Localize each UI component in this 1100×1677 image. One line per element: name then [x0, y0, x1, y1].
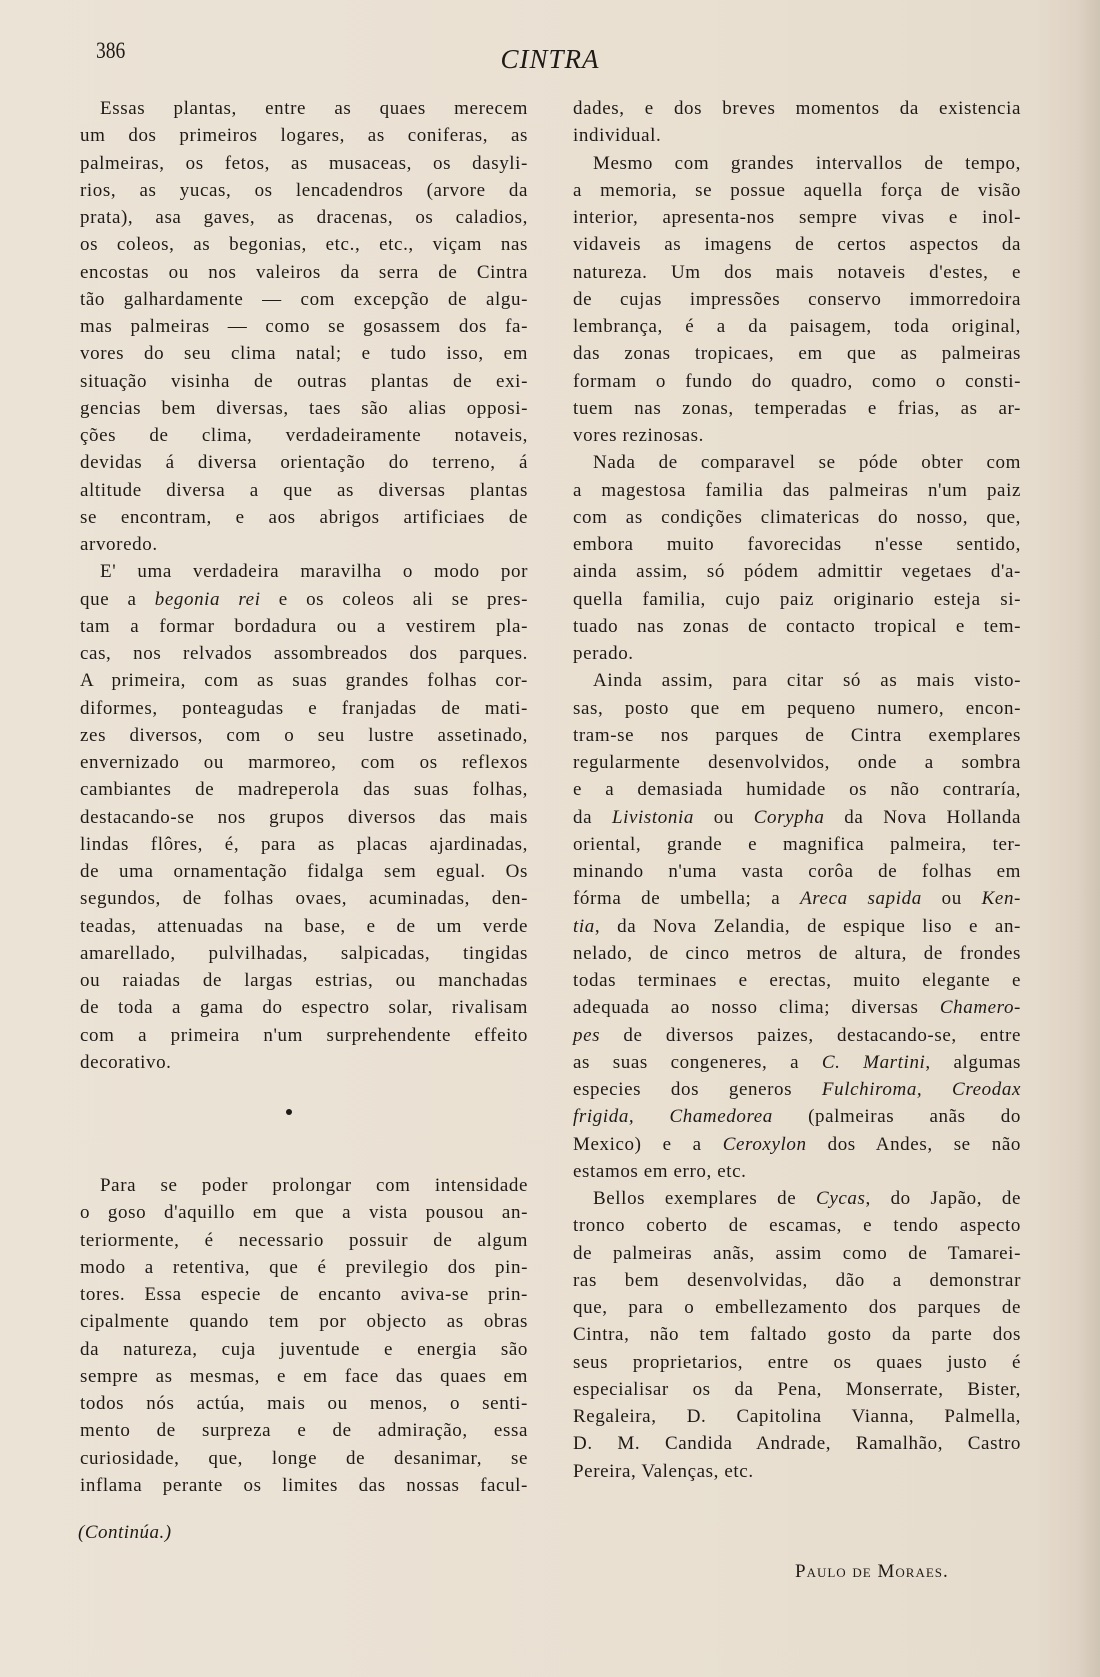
text-line: quella familia, cujo paiz originario esteja si- — [573, 588, 1021, 610]
text-line: tronco coberto de escamas, e tendo aspecto — [573, 1215, 1021, 1237]
text-line: inflama perante os limites das nossas facul- — [80, 1474, 528, 1496]
text-line: especialisar os da Pena, Monserrate, Bister, — [573, 1378, 1021, 1400]
text-line: de cujas impressões conservo immorredoira — [573, 288, 1021, 310]
text-line: D. M. Candida Andrade, Ramalhão, Castro — [573, 1433, 1021, 1455]
text-line: mas palmeiras — como se gosassem dos fa- — [80, 316, 528, 337]
text-line: com as condições climatericas do nosso, que, — [573, 506, 1021, 528]
author-signature: Paulo de Moraes. — [795, 1561, 949, 1582]
text-line: teadas, attenuadas na base, e de um verde — [80, 915, 528, 937]
continuation-note: (Continúa.) — [78, 1522, 172, 1543]
text-line: Nada de comparavel se póde obter com — [593, 452, 1021, 474]
text-line: prata), asa gaves, as dracenas, os caladios, — [80, 207, 528, 228]
text-line: Bellos exemplares de Cycas, do Japão, de — [593, 1188, 1022, 1209]
text-line: especies dos generos Fulchiroma, Creodax — [573, 1079, 1021, 1100]
text-line: diformes, ponteagudas e franjadas de mati- — [80, 697, 528, 719]
text-line: um dos primeiros logares, as coniferas, as — [80, 125, 528, 147]
text-line: tuem nas zonas, temperadas e frias, as ar- — [573, 397, 1021, 419]
text-line: Essas plantas, entre as quaes merecem — [100, 98, 528, 119]
text-line: Pereira, Valenças, etc. — [573, 1460, 754, 1482]
text-line: tão galhardamente — com excepção de algu- — [80, 288, 528, 310]
text-line: de toda a gama do espectro solar, rivalisam — [80, 997, 528, 1019]
text-line: envernizado ou marmoreo, com os reflexos — [80, 752, 528, 773]
text-line: tam a formar bordadura ou a vestirem pla- — [80, 615, 528, 637]
text-line: todas terminaes e erectas, muito elegante e — [573, 970, 1021, 991]
text-line: amarellado, pulvilhadas, salpicadas, tingidas — [80, 942, 528, 964]
text-line: cipalmente quando tem por objecto as obras — [80, 1311, 528, 1333]
text-line: vores rezinosas. — [573, 425, 704, 446]
text-line: tores. Essa especie de encanto aviva-se prin- — [80, 1284, 528, 1305]
text-line: embora muito favorecidas n'esse sentido, — [573, 534, 1021, 555]
text-line: lembrança, é a da paisagem, toda original, — [573, 316, 1021, 337]
text-line: altitude diversa a que as diversas plantas — [80, 479, 528, 501]
text-line: tuado nas zonas de contacto tropical e tem- — [573, 615, 1021, 637]
text-line: A primeira, com as suas grandes folhas cor- — [80, 670, 528, 692]
text-line: a memoria, se possue aquella força de visão — [573, 179, 1021, 201]
right-column — [573, 95, 1021, 1485]
species-name: begonia rei — [154, 588, 261, 610]
text-line: segundos, de folhas ovaes, acuminadas, den- — [80, 888, 528, 910]
text-line: devidas á diversa orientação do terreno, á — [80, 452, 528, 474]
left-column — [80, 95, 528, 1499]
species-name: pes — [573, 1024, 601, 1046]
species-name: tia — [573, 915, 595, 937]
text-line: que a begonia rei e os coleos ali se pres- — [80, 588, 529, 610]
text-line: teriormente, é necessario possuir de algum — [80, 1229, 528, 1251]
species-name: C. Martini — [821, 1051, 926, 1073]
text-line: vidaveis as imagens de certos aspectos da — [573, 234, 1021, 256]
text-line: vores do seu clima natal; e tudo isso, em — [80, 343, 528, 365]
text-line: interior, apresenta-nos sempre vivas e inol- — [573, 207, 1021, 228]
text-line: de uma ornamentação fidalga sem egual. Os — [80, 861, 528, 882]
species-name: Ceroxylon — [722, 1133, 807, 1155]
section-gap — [80, 1076, 528, 1124]
text-line: fórma de umbella; a Areca sapida ou Ken- — [573, 888, 1021, 910]
species-name: frigida, Chamedorea — [573, 1106, 773, 1128]
paragraph-palm-family — [573, 449, 1021, 667]
text-line: formam o fundo do quadro, como o consti- — [573, 370, 1021, 392]
text-line: modo a retentiva, que é previlegio dos pin- — [80, 1256, 528, 1278]
text-line: sas, posto que em pequeno numero, encon- — [573, 697, 1021, 719]
text-line: que, para o embellezamento dos parques de — [573, 1297, 1021, 1318]
text-line: pes de diversos paizes, destacando-se, entre — [573, 1024, 1021, 1046]
text-line: palmeiras, os fetos, as musaceas, os dasyli- — [80, 152, 528, 174]
text-line: frigida, Chamedorea (palmeiras anãs do — [573, 1106, 1021, 1128]
text-line: nelado, de cinco metros de altura, de frondes — [573, 942, 1021, 964]
text-line: sempre as mesmas, e em face das quaes em — [80, 1365, 528, 1387]
text-line: decorativo. — [80, 1051, 172, 1073]
text-line: os coleos, as begonias, etc., etc., viçam nas — [80, 234, 528, 256]
text-line: oriental, grande e magnifica palmeira, ter- — [573, 833, 1021, 855]
text-line: com a primeira n'um surprehendente effeito — [80, 1024, 528, 1046]
text-line: ainda assim, só pódem admittir vegetaes d'a- — [573, 561, 1021, 583]
text-line: Mexico) e a Ceroxylon dos Andes, se não — [573, 1133, 1021, 1155]
text-line: Para se poder prolongar com intensidade — [100, 1175, 528, 1196]
species-name: Fulchiroma, Creodax — [821, 1079, 1021, 1100]
section-separator-dot — [286, 1109, 292, 1115]
text-line: Regaleira, D. Capitolina Vianna, Palmella, — [573, 1406, 1021, 1427]
text-line: curiosidade, que, longe de desanimar, se — [80, 1447, 528, 1469]
text-line: a magestosa familia das palmeiras n'um paiz — [573, 479, 1021, 501]
text-line: perado. — [573, 643, 634, 664]
paragraph-landscape — [573, 150, 1021, 450]
species-name: Livistonia — [611, 806, 694, 828]
paragraph-cycas — [573, 1185, 1021, 1485]
text-line: da Livistonia ou Corypha da Nova Hollanda — [573, 806, 1022, 828]
text-line: e a demasiada humidade os não contraría, — [573, 779, 1021, 801]
text-line: da natureza, cuja juventude e energia são — [80, 1338, 528, 1360]
page-number: 386 — [96, 38, 126, 63]
species-name: Chamero- — [939, 997, 1021, 1019]
text-line: arvoredo. — [80, 534, 158, 555]
text-line: Ainda assim, para citar só as mais visto- — [593, 670, 1021, 692]
text-line: ções de clima, verdadeiramente notaveis, — [80, 425, 528, 446]
species-name: Areca sapida — [800, 888, 922, 910]
text-line: as suas congeneres, a C. Martini, algumas — [573, 1051, 1021, 1073]
text-line: individual. — [573, 125, 662, 147]
paragraph-plants — [80, 95, 528, 558]
species-name: Ken- — [981, 888, 1021, 910]
text-line: zes diversos, com o seu lustre assetinado, — [80, 724, 528, 746]
text-line: ou raiadas de largas estrias, ou manchadas — [80, 970, 528, 991]
text-line: Mesmo com grandes intervallos de tempo, — [593, 152, 1021, 174]
text-line: se encontram, e aos abrigos artificiaes de — [80, 506, 528, 528]
text-line: encostas ou nos valeiros da serra de Cintra — [80, 261, 528, 283]
text-line: ras bem desenvolvidas, dão a demonstrar — [573, 1269, 1021, 1291]
text-line: destacando-se nos grupos diversos das mais — [80, 806, 528, 828]
paragraph-continuation — [573, 95, 1021, 150]
text-line: gencias bem diversas, taes são alias opposi- — [80, 397, 528, 419]
section-gap — [80, 1124, 528, 1172]
text-line: Cintra, não tem faltado gosto da parte dos — [573, 1324, 1021, 1346]
text-line: estamos em erro, etc. — [573, 1160, 747, 1182]
text-line: situação visinha de outras plantas de exi- — [80, 370, 528, 392]
paragraph-palm-species — [573, 667, 1021, 1185]
text-line: tram-se nos parques de Cintra exemplares — [573, 724, 1021, 746]
text-line: todos nós actúa, mais ou menos, o senti- — [80, 1393, 528, 1414]
text-line: o goso d'aquillo em que a vista pousou an- — [80, 1202, 528, 1224]
text-line: E' uma verdadeira maravilha o modo por — [100, 561, 528, 583]
text-line: natureza. Um dos mais notaveis d'estes, e — [573, 261, 1021, 283]
text-line: de palmeiras anãs, assim como de Tamarei- — [573, 1242, 1021, 1264]
text-line: tia, da Nova Zelandia, de espique liso e an- — [573, 915, 1021, 937]
species-name: Corypha — [753, 806, 825, 828]
paragraph-begonia — [80, 558, 528, 1076]
text-line: mento de surpreza e de admiração, essa — [80, 1420, 528, 1442]
text-line: das zonas tropicaes, em que as palmeiras — [573, 343, 1021, 365]
text-line: lindas flôres, é, para as placas ajardinadas, — [80, 833, 528, 855]
text-line: rios, as yucas, os lencadendros (arvore da — [80, 179, 528, 201]
running-title: CINTRA — [500, 44, 600, 74]
text-line: cas, nos relvados assombreados dos parques. — [80, 643, 528, 664]
species-name: Cycas — [816, 1188, 866, 1209]
text-line: seus proprietarios, entre os quaes justo é — [573, 1351, 1021, 1373]
text-line: adequada ao nosso clima; diversas Chamero- — [573, 997, 1021, 1019]
text-line: minando n'uma vasta corôa de folhas em — [573, 861, 1021, 882]
text-line: regularmente desenvolvidos, onde a sombra — [573, 752, 1021, 773]
text-line: cambiantes de madreperola das suas folhas, — [80, 779, 528, 801]
text-line: dades, e dos breves momentos da existencia — [573, 98, 1021, 119]
paragraph-memory — [80, 1172, 528, 1499]
